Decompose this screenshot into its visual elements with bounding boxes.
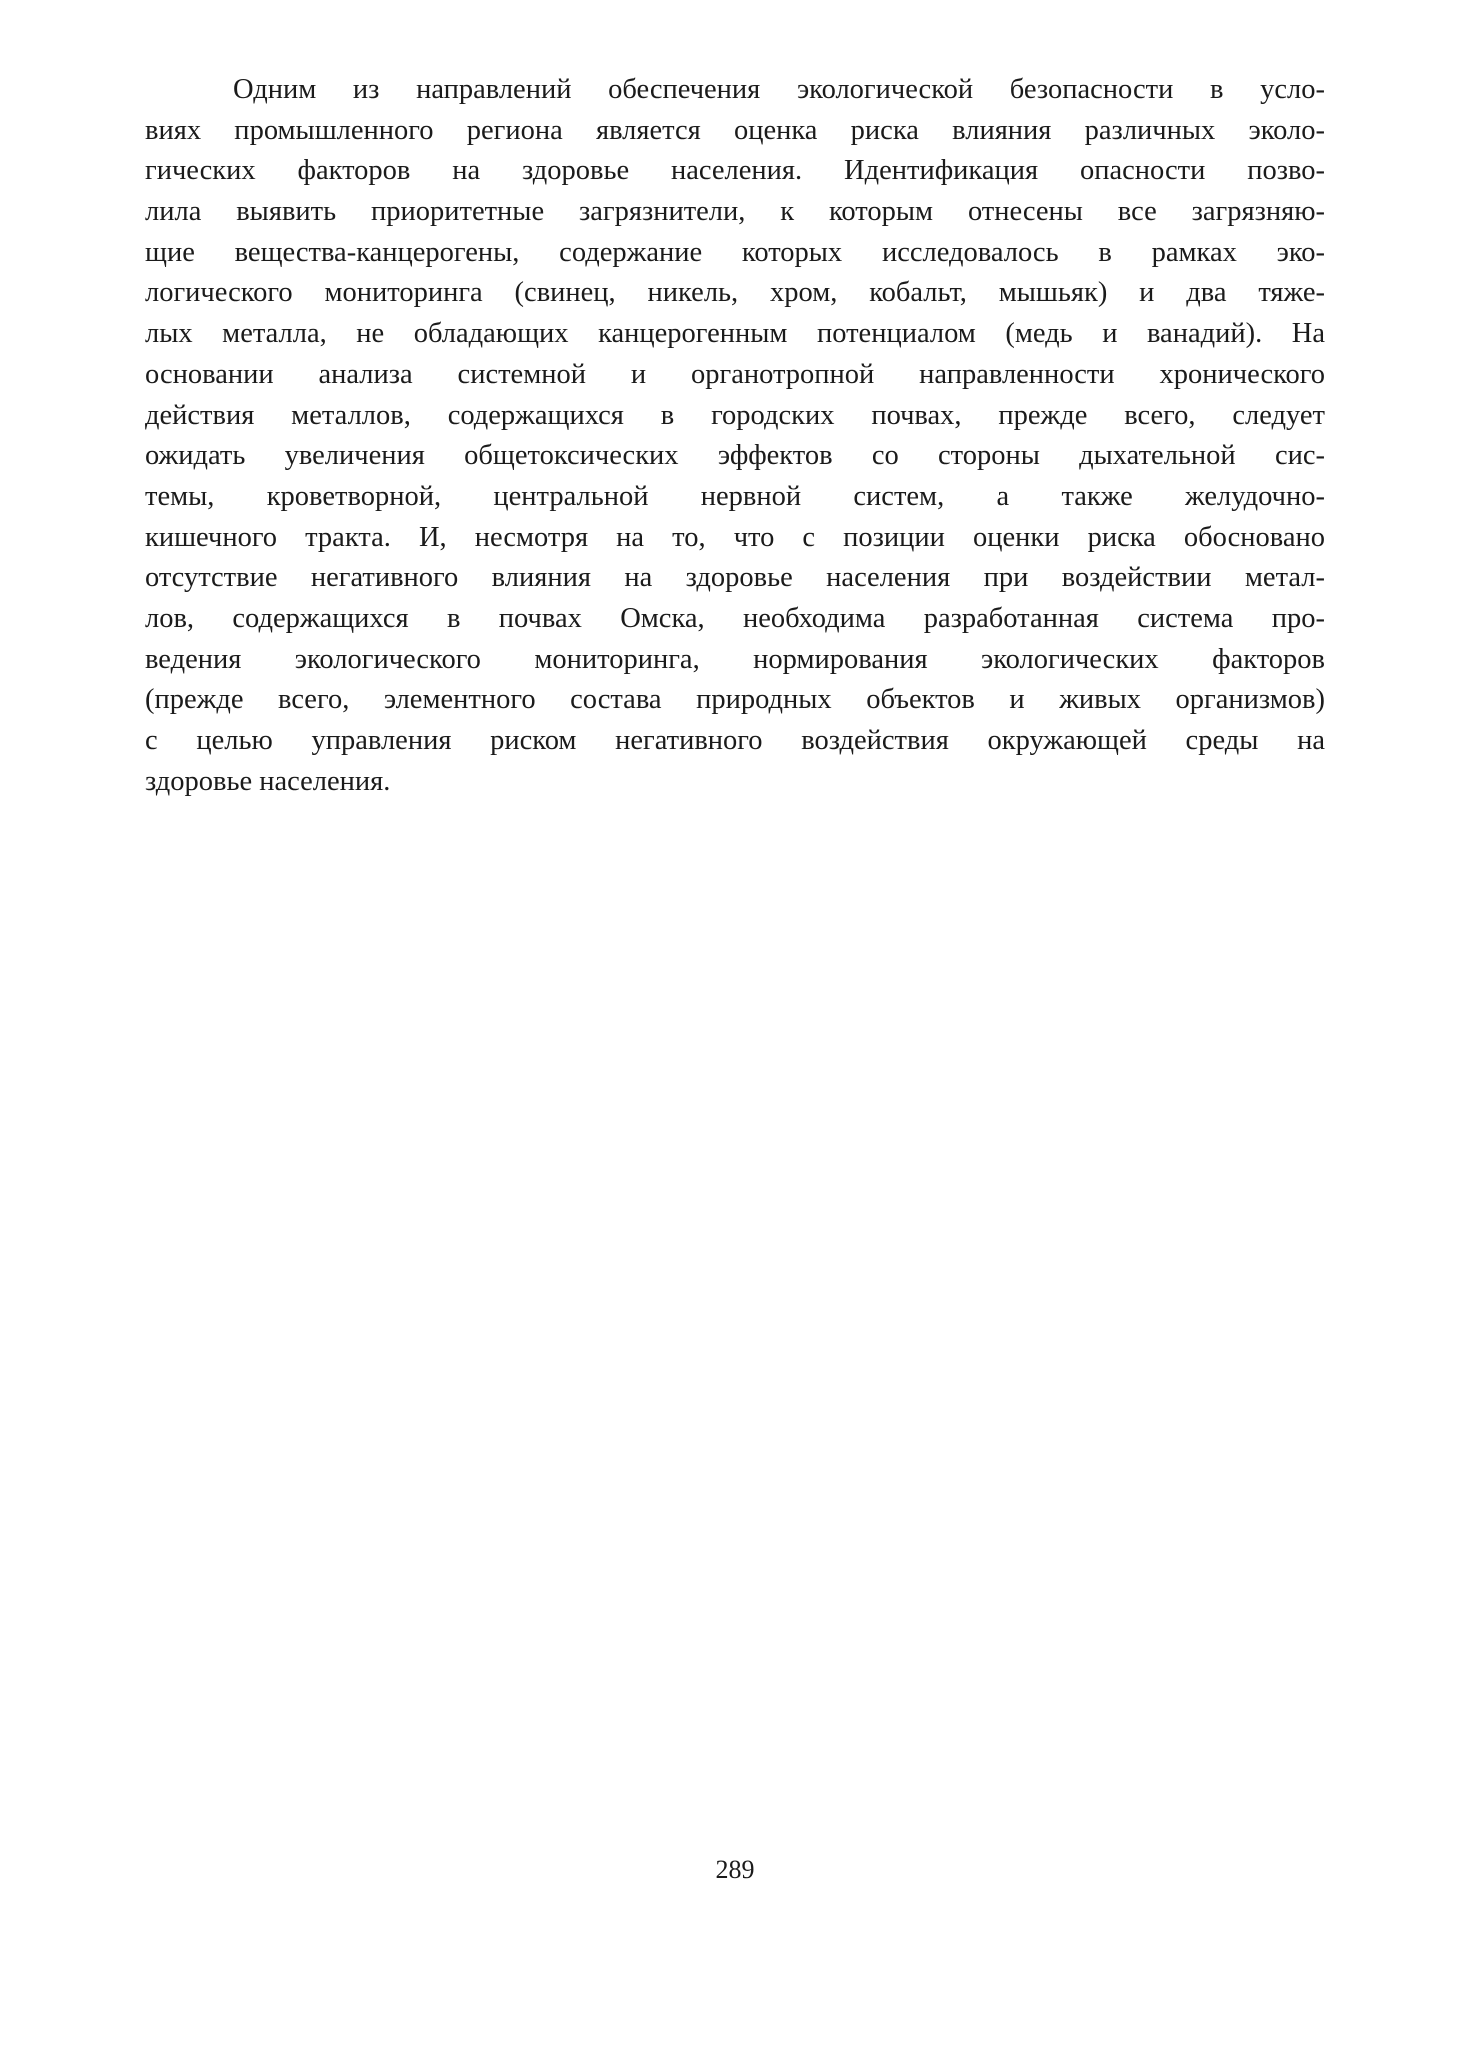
paragraph-line: Одним из направлений обеспечения экологической безопасности в усло- (233, 74, 1325, 105)
paragraph-line: темы, кроветворной, центральной нервной систем, а также желудочно- (145, 480, 1325, 512)
paragraph-line: лов, содержащихся в почвах Омска, необходима разработанная система про- (145, 602, 1325, 634)
paragraph-line: гических факторов на здоровье населения. Идентификация опасности позво- (145, 155, 1325, 187)
paragraph-line: ведения экологического мониторинга, нормирования экологических факторов (145, 643, 1325, 675)
paragraph-line: лила выявить приоритетные загрязнители, к которым отнесены все загрязняю- (145, 196, 1325, 228)
paragraph-line: (прежде всего, элементного состава природных объектов и живых организмов) (145, 684, 1325, 716)
paragraph-line: здоровье населения. (145, 765, 391, 797)
paragraph-line: логического мониторинга (свинец, никель, хром, кобальт, мышьяк) и два тяже- (145, 277, 1325, 309)
page-number: 289 (715, 1855, 755, 1884)
body-paragraph (145, 70, 1325, 802)
paragraph-line: виях промышленного региона является оценка риска влияния различных эколо- (145, 114, 1325, 146)
paragraph-line: с целью управления риском негативного воздействия окружающей среды на (145, 725, 1325, 756)
paragraph-line: действия металлов, содержащихся в городских почвах, прежде всего, следует (145, 399, 1325, 431)
paragraph-line: кишечного тракта. И, несмотря на то, что с позиции оценки риска обосновано (145, 521, 1325, 553)
paragraph-line: отсутствие негативного влияния на здоровье населения при воздействии метал- (145, 562, 1325, 594)
paragraph-line: основании анализа системной и органотропной направленности хронического (145, 358, 1325, 390)
paragraph-line: щие вещества-канцерогены, содержание которых исследовалось в рамках эко- (145, 236, 1325, 268)
paragraph-line: ожидать увеличения общетоксических эффектов со стороны дыхательной сис- (145, 440, 1325, 472)
paragraph-line: лых металла, не обладающих канцерогенным потенциалом (медь и ванадий). На (145, 318, 1325, 350)
